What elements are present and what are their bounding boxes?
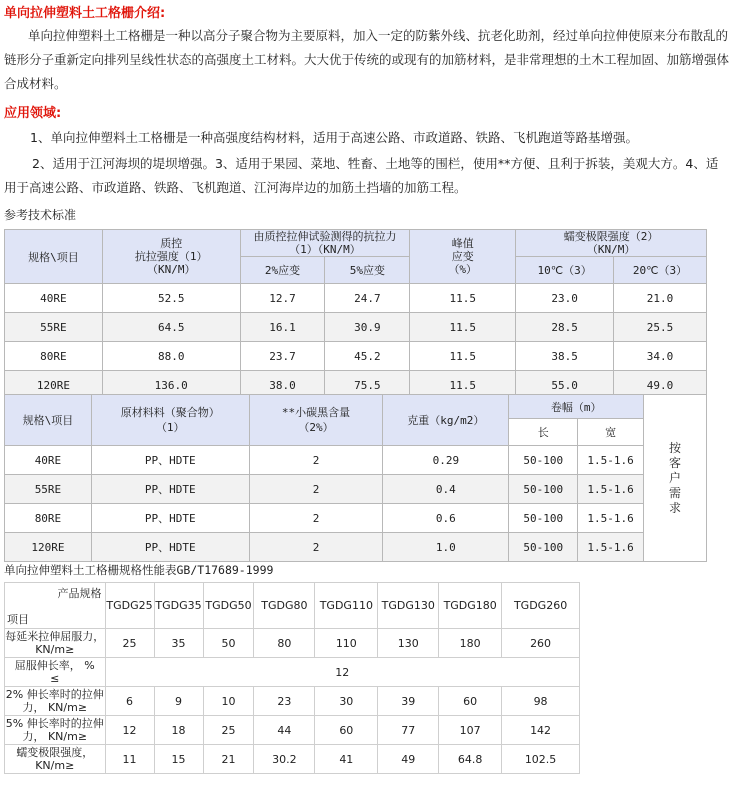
cell: 11.5 — [410, 313, 516, 342]
col-header: TGDG180 — [439, 583, 502, 629]
header-tensile-group: 由质控拉伸试验测得的抗拉力 （1）（KN/M） — [240, 230, 410, 257]
cell: 60 — [439, 687, 502, 716]
corner-cell — [5, 583, 106, 629]
cell: 41 — [315, 745, 378, 774]
cell: 110 — [315, 629, 378, 658]
col-header: TGDG25 — [105, 583, 154, 629]
cell: 80RE — [5, 342, 103, 371]
cell: 64.8 — [439, 745, 502, 774]
cell: 45.2 — [325, 342, 410, 371]
cell: 130 — [378, 629, 439, 658]
cell: 50 — [203, 629, 254, 658]
cell: 50-100 — [509, 533, 578, 562]
cell: 12 — [105, 658, 579, 687]
cell: 44 — [254, 716, 315, 745]
col-header: TGDG110 — [315, 583, 378, 629]
row-label: 屈服伸长率， % ≤ — [5, 658, 106, 687]
table-row — [5, 284, 707, 313]
cell: 6 — [105, 687, 154, 716]
cell: 39 — [378, 687, 439, 716]
cell: 1.5-1.6 — [578, 475, 644, 504]
cell: 12 — [105, 716, 154, 745]
cell: 12.7 — [240, 284, 325, 313]
cell: 23.0 — [516, 284, 614, 313]
cell: 88.0 — [102, 342, 240, 371]
cell: PP、HDTE — [91, 475, 249, 504]
cell: 1.5-1.6 — [578, 504, 644, 533]
corner-top-label: 产品规格 — [57, 587, 102, 600]
cell: 9 — [154, 687, 203, 716]
header-carbon-black: **小碳黑含量 （2%） — [249, 395, 383, 446]
header-width: 宽 — [578, 419, 644, 446]
header-5pct: 5%应变 — [325, 257, 410, 284]
cell: 55RE — [5, 475, 92, 504]
cell: 98 — [502, 687, 580, 716]
table-row — [5, 475, 707, 504]
tech-standard-table — [4, 229, 707, 400]
header-creep-group: 蠕变极限强度（2） （KN/M） — [516, 230, 707, 257]
cell: 55.0 — [516, 371, 614, 400]
cell: 55RE — [5, 313, 103, 342]
cell: 50-100 — [509, 475, 578, 504]
cell: 30.2 — [254, 745, 315, 774]
cell: 1.5-1.6 — [578, 446, 644, 475]
row-label: 蠕变极限强度， KN/m≥ — [5, 745, 106, 774]
table-row — [5, 687, 580, 716]
spec-performance-table — [4, 582, 580, 774]
cell: 16.1 — [240, 313, 325, 342]
table-row — [5, 745, 580, 774]
cell: PP、HDTE — [91, 533, 249, 562]
cell: 49 — [378, 745, 439, 774]
cell: 40RE — [5, 446, 92, 475]
cell: 0.29 — [383, 446, 509, 475]
custom-note: 按 客 户 需 求 — [644, 395, 707, 562]
cell: 21 — [203, 745, 254, 774]
cell: 35 — [154, 629, 203, 658]
cell: 136.0 — [102, 371, 240, 400]
header-length: 长 — [509, 419, 578, 446]
corner-bottom-label: 项目 — [7, 613, 29, 626]
cell: 25.5 — [614, 313, 707, 342]
cell: 11.5 — [410, 371, 516, 400]
col-header: TGDG130 — [378, 583, 439, 629]
cell: 25 — [105, 629, 154, 658]
cell: 28.5 — [516, 313, 614, 342]
cell: 34.0 — [614, 342, 707, 371]
cell: 21.0 — [614, 284, 707, 313]
cell: 80RE — [5, 504, 92, 533]
cell: 1.5-1.6 — [578, 533, 644, 562]
cell: 25 — [203, 716, 254, 745]
cell: 23 — [254, 687, 315, 716]
cell: 30 — [315, 687, 378, 716]
material-table — [4, 394, 707, 562]
table-row — [5, 504, 707, 533]
cell: 18 — [154, 716, 203, 745]
cell: 15 — [154, 745, 203, 774]
header-spec: 规格\项目 — [5, 395, 92, 446]
cell: 11.5 — [410, 284, 516, 313]
table-row — [5, 342, 707, 371]
row-label: 每延米拉伸屈服力， KN/m≥ — [5, 630, 105, 656]
col-header: TGDG260 — [502, 583, 580, 629]
cell: 2 — [249, 504, 383, 533]
cell: 120RE — [5, 533, 92, 562]
cell: 10 — [203, 687, 254, 716]
cell: 38.0 — [240, 371, 325, 400]
row-label: 5% 伸长率时的拉伸力， KN/m≥ — [5, 717, 104, 743]
spec-table-title: 单向拉伸塑料土工格栅规格性能表GB/T17689-1999 — [4, 563, 274, 577]
cell: 180 — [439, 629, 502, 658]
cell: 0.6 — [383, 504, 509, 533]
cell: 50-100 — [509, 504, 578, 533]
header-material: 原材料料（聚合物） （1） — [91, 395, 249, 446]
application-item-2: 2、适用于江河海坝的堤坝增强。3、适用于果园、菜地、牲畜、土地等的围栏，使用**方便、且利于拆装，美观大方。4、适用于高速公路、市政道路、铁路、飞机跑道、江河海岸边的加筋土挡墙的加筋工程。 — [4, 156, 719, 195]
col-header: TGDG35 — [154, 583, 203, 629]
cell: 52.5 — [102, 284, 240, 313]
col-header: TGDG50 — [203, 583, 254, 629]
cell: 11.5 — [410, 342, 516, 371]
cell: 2 — [249, 446, 383, 475]
cell: 120RE — [5, 371, 103, 400]
intro-heading: 单向拉伸塑料土工格栅介绍: — [4, 6, 166, 21]
header-2pct: 2%应变 — [240, 257, 325, 284]
cell: 80 — [254, 629, 315, 658]
header-weight: 克重（kg/m2） — [383, 395, 509, 446]
reference-title: 参考技术标准 — [4, 208, 77, 222]
header-10c: 10℃（3） — [516, 257, 614, 284]
cell: 1.0 — [383, 533, 509, 562]
application-item-1: 1、单向拉伸塑料土工格栅是一种高强度结构材料，适用于高速公路、市政道路、铁路、飞机跑道等路基增强。 — [30, 130, 638, 145]
row-label: 2% 伸长率时的拉伸力， KN/m≥ — [5, 688, 104, 714]
cell: PP、HDTE — [91, 446, 249, 475]
cell: 142 — [502, 716, 580, 745]
cell: 30.9 — [325, 313, 410, 342]
cell: 0.4 — [383, 475, 509, 504]
intro-paragraph: 单向拉伸塑料土工格栅是一种以高分子聚合物为主要原料，加入一定的防紫外线、抗老化助剂，经过单向拉伸使原来分布散乱的链形分子重新定向排列呈线性状态的高强度土工材料。大大优于传统的或现有的加筋材料，是非常理想的土木工程加固、加筋增强体合成材料。 — [4, 28, 730, 91]
cell: 24.7 — [325, 284, 410, 313]
cell: 64.5 — [102, 313, 240, 342]
cell: 107 — [439, 716, 502, 745]
table-row — [5, 658, 580, 687]
header-spec: 规格\项目 — [5, 230, 103, 284]
cell: 102.5 — [502, 745, 580, 774]
table-row — [5, 533, 707, 562]
cell: 50-100 — [509, 446, 578, 475]
table-row — [5, 313, 707, 342]
applications-heading: 应用领域: — [4, 106, 62, 121]
cell: 75.5 — [325, 371, 410, 400]
header-20c: 20℃（3） — [614, 257, 707, 284]
cell: 60 — [315, 716, 378, 745]
cell: 77 — [378, 716, 439, 745]
cell: 49.0 — [614, 371, 707, 400]
header-roll-width: 卷幅（m） — [509, 395, 644, 419]
header-tensile-strength: 质控 抗拉强度（1） （KN/M） — [102, 230, 240, 284]
cell: 2 — [249, 475, 383, 504]
cell: 2 — [249, 533, 383, 562]
cell: 40RE — [5, 284, 103, 313]
cell: PP、HDTE — [91, 504, 249, 533]
cell: 11 — [105, 745, 154, 774]
cell: 38.5 — [516, 342, 614, 371]
cell: 260 — [502, 629, 580, 658]
table-row — [5, 446, 707, 475]
table-row — [5, 629, 580, 658]
cell: 23.7 — [240, 342, 325, 371]
table-row — [5, 716, 580, 745]
col-header: TGDG80 — [254, 583, 315, 629]
header-peak-strain: 峰值 应变 （%） — [410, 230, 516, 284]
